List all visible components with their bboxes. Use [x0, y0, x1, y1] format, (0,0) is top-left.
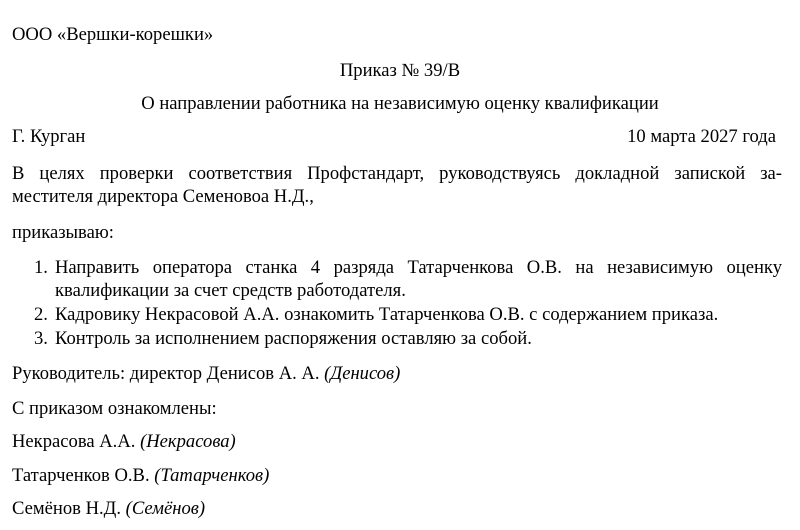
item-3-text: Контроль за исполнением распоряжения оставляю за собой.: [55, 328, 532, 349]
head-label: Руководитель: директор Денисов А. А.: [12, 363, 320, 384]
item-number: 3.: [34, 328, 48, 349]
acquainted-row: [12, 431, 236, 453]
head-signature: (Денисов): [324, 363, 401, 384]
item-1-line-2: квалификации за счет средств работодателя.: [55, 280, 406, 301]
acquainted-signature: (Семёнов): [125, 498, 206, 519]
order-subject: О направлении работника на независимую оценку квалификации: [141, 93, 659, 114]
acquainted-signature: (Татарченков): [154, 465, 270, 486]
acquainted-row: [12, 498, 205, 520]
order-title: Приказ № 39/В: [339, 60, 461, 81]
city: Г. Курган: [12, 126, 86, 147]
preamble-line-1: В целях проверки соответствия Профстандарт, руководствуясь докладной запиской за-: [12, 163, 782, 184]
acquainted-name: Семёнов Н.Д.: [12, 498, 121, 519]
item-2-text: Кадровику Некрасовой А.А. ознакомить Татарченкова О.В. с содержанием приказа.: [55, 304, 719, 325]
acquainted-name: Некрасова А.А.: [12, 431, 136, 452]
order-word: приказываю:: [12, 222, 114, 243]
organization-name: ООО «Вершки-корешки»: [12, 24, 214, 45]
item-number: 1.: [34, 257, 48, 278]
acquainted-signature: (Некрасова): [140, 431, 236, 452]
item-1-line-1: Направить оператора станка 4 разряда Татарченкова О.В. на независимую оценку: [55, 257, 782, 278]
item-number: 2.: [34, 304, 48, 325]
order-date: 10 марта 2027 года: [627, 126, 776, 147]
head-signature-line: [12, 363, 400, 385]
acquainted-row: [12, 465, 269, 487]
acquainted-name: Татарченков О.В.: [12, 465, 150, 486]
acquainted-label: С приказом ознакомлены:: [12, 398, 217, 419]
preamble-line-2: местителя директора Семеновоа Н.Д.,: [12, 186, 314, 207]
